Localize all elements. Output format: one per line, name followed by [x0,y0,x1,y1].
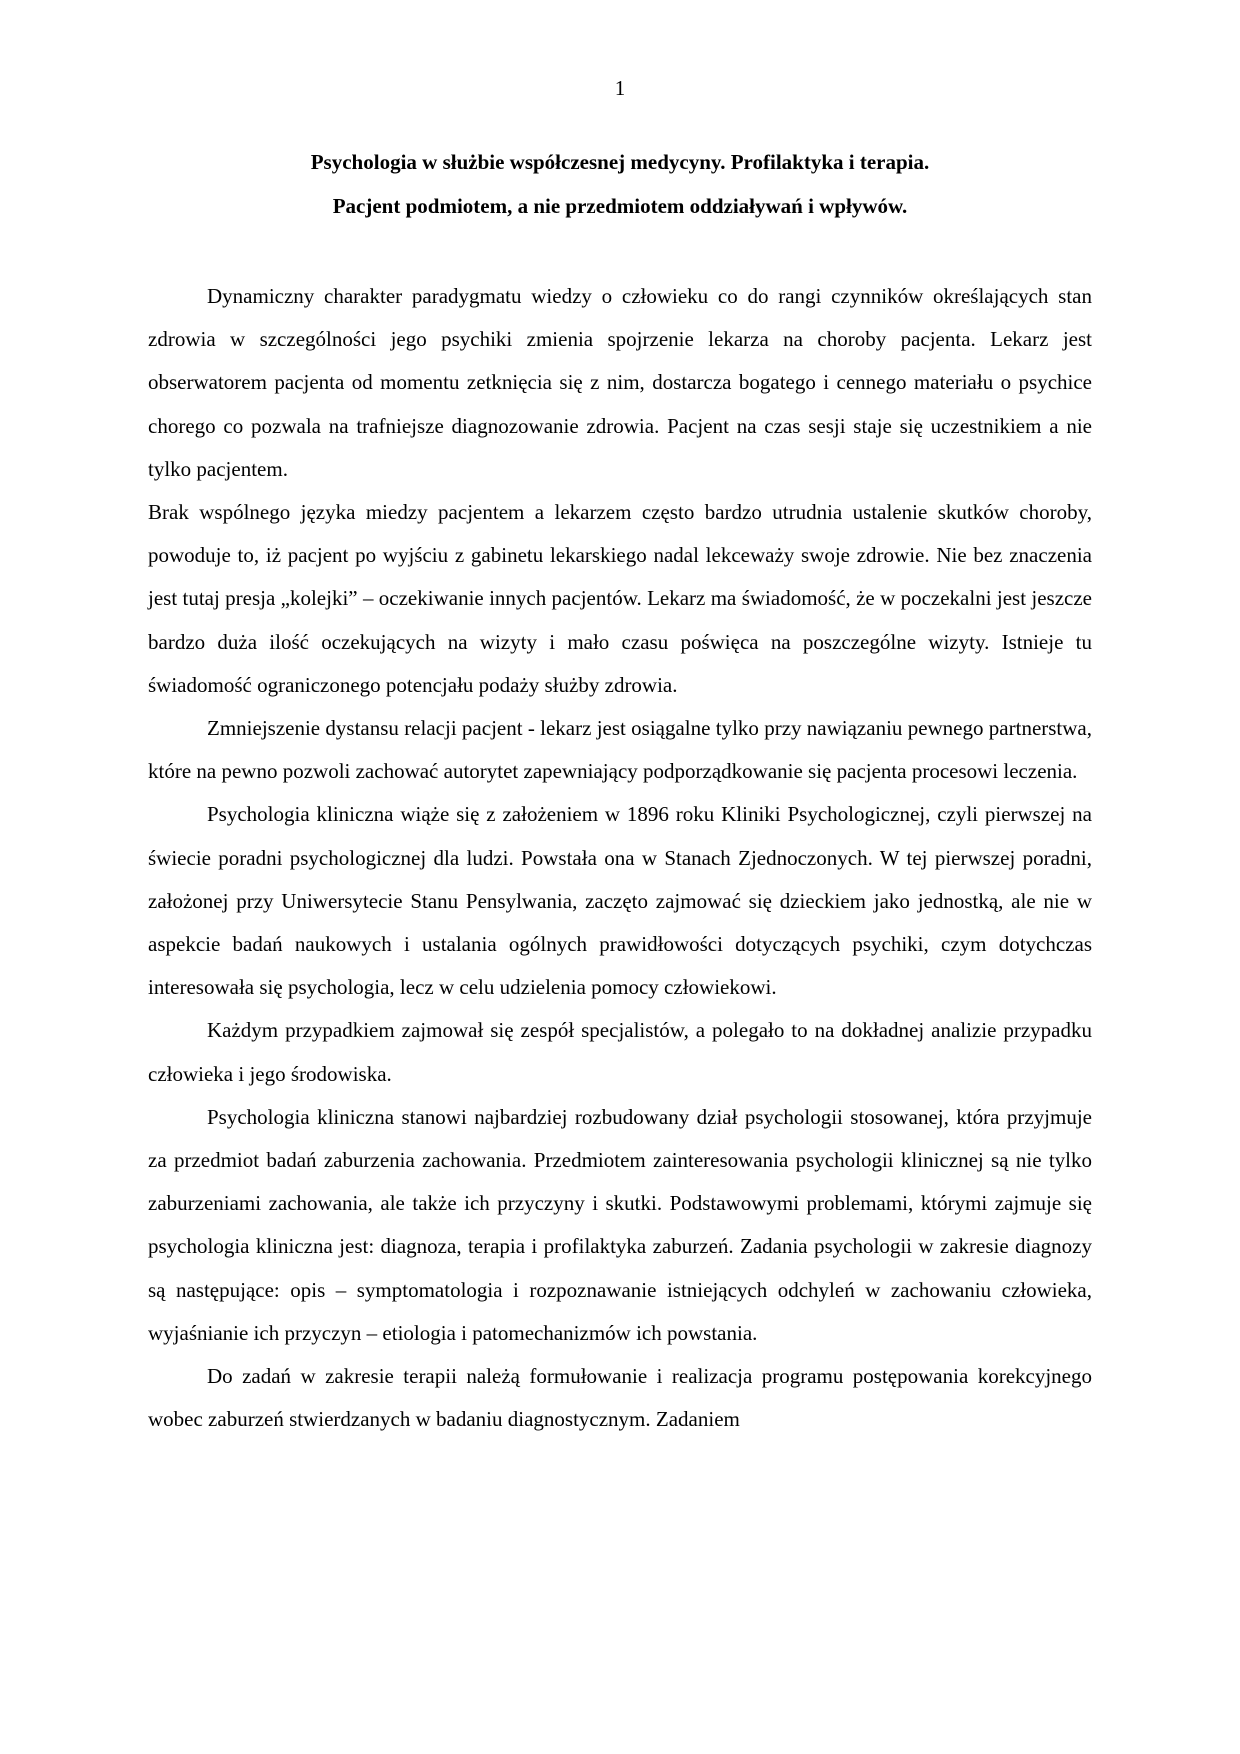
paragraph-6: Psychologia kliniczna stanowi najbardziej rozbudowany dział psychologii stosowanej, która przyjmuje za przedmiot badań zaburzenia zachowania. Przedmiotem zainteresowania psychologii klinicznej są nie tylko zaburzeniami zachowania, ale także ich przyczyny i skutki. Podstawowymi problemami, którymi zajmuje się psychologia kliniczna jest: diagnoza, terapia i profilaktyka zaburzeń. Zadania psychologii w zakresie diagnozy są następujące: opis – symptomatologia i rozpoznawanie istniejących odchyleń w zachowaniu człowieka, wyjaśnianie ich przyczyn – etiologia i patomechanizmów ich powstania. [148,1104,1092,1345]
paragraph-7: Do zadań w zakresie terapii należą formułowanie i realizacja programu postępowania korekcyjnego wobec zaburzeń stwierdzanych w badaniu diagnostycznym. Zadaniem [148,1364,1092,1432]
paragraph-3: Zmniejszenie dystansu relacji pacjent - lekarz jest osiągalne tylko przy nawiązaniu pewnego partnerstwa, które na pewno pozwoli zachować autorytet zapewniający podporządkowanie się pacjenta procesowi leczenia. [148,716,1092,784]
paragraph-5: Każdym przypadkiem zajmował się zespół specjalistów, a polegało to na dokładnej analizie przypadku człowieka i jego środowiska. [148,1018,1092,1086]
page-number: 1 [614,76,626,100]
paragraph-1: Dynamiczny charakter paradygmatu wiedzy o człowieku co do rangi czynników określających stan zdrowia w szczególności jego psychiki zmienia spojrzenie lekarza na choroby pacjenta. Lekarz jest obserwatorem pacjenta od momentu zetknięcia się z nim, dostarcza bogatego i cennego materiału o psychice chorego co pozwala na trafniejsze diagnozowanie zdrowia. Pacjent na czas sesji staje się uczestnikiem a nie tylko pacjentem. [148,284,1092,481]
document-title-line-1: Psychologia w służbie współczesnej medycyny. Profilaktyka i terapia. [310,150,930,174]
document-body [148,275,1092,1441]
paragraph-2: Brak wspólnego języka miedzy pacjentem a lekarzem często bardzo utrudnia ustalenie skutków choroby, powoduje to, iż pacjent po wyjściu z gabinetu lekarskiego nadal lekceważy swoje zdrowie. Nie bez znaczenia jest tutaj presja „kolejki” – oczekiwanie innych pacjentów. Lekarz ma świadomość, że w poczekalni jest jeszcze bardzo duża ilość oczekujących na wizyty i mało czasu poświęca na poszczególne wizyty. Istnieje tu świadomość ograniczonego potencjału podaży służby zdrowia. [148,500,1092,697]
document-title-line-2: Pacjent podmiotem, a nie przedmiotem oddziaływań i wpływów. [332,194,908,218]
paragraph-4: Psychologia kliniczna wiąże się z założeniem w 1896 roku Kliniki Psychologicznej, czyli pierwszej na świecie poradni psychologicznej dla ludzi. Powstała ona w Stanach Zjednoczonych. W tej pierwszej poradni, założonej przy Uniwersytecie Stanu Pensylwania, zaczęto zajmować się dzieckiem jako jednostką, ale nie w aspekcie badań naukowych i ustalania ogólnych prawidłowości dotyczących psychiki, czym dotychczas interesowała się psychologia, lecz w celu udzielenia pomocy człowiekowi. [148,802,1092,1000]
